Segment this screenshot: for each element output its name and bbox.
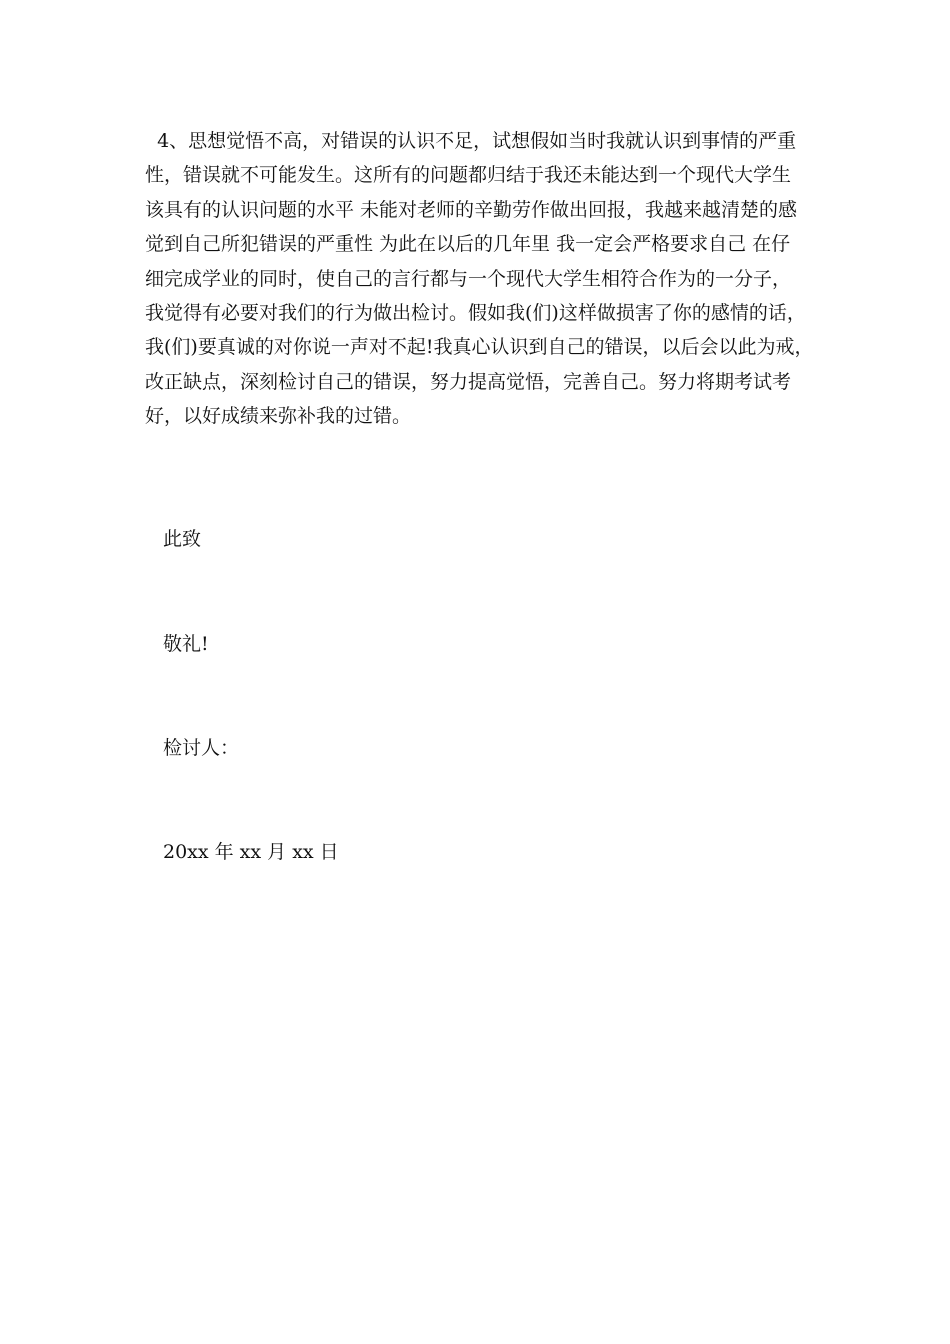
paragraph-line: 性，错误就不可能发生。这所有的问题都归结于我还未能达到一个现代大学生 bbox=[145, 164, 792, 187]
letter-date: 20xx 年 xx 月 xx 日 bbox=[163, 841, 339, 863]
paragraph-line: 4、思想觉悟不高，对错误的认识不足，试想假如当时我就认识到事情的严重 bbox=[145, 130, 797, 152]
body-paragraph bbox=[145, 124, 825, 434]
paragraph-line: 改正缺点，深刻检讨自己的错误，努力提高觉悟，完善自己。努力将期考试考 bbox=[145, 370, 792, 393]
paragraph-line: 该具有的认识问题的水平 未能对老师的辛勤劳作做出回报，我越来越清楚的感 bbox=[145, 198, 798, 221]
paragraph-line: 好，以好成绩来弥补我的过错。 bbox=[145, 405, 412, 428]
paragraph-line: 我(们)要真诚的对你说一声对不起!我真心认识到自己的错误，以后会以此为戒， bbox=[145, 336, 814, 359]
paragraph-line: 觉到自己所犯错误的严重性 为此在以后的几年里 我一定会严格要求自己 在仔 bbox=[145, 233, 791, 256]
closing-salutation: 此致 bbox=[163, 528, 202, 550]
paragraph-line: 我觉得有必要对我们的行为做出检讨。假如我(们)这样做损害了你的感情的话， bbox=[145, 301, 806, 324]
closing-regards: 敬礼! bbox=[163, 633, 209, 655]
signer-label: 检讨人： bbox=[163, 737, 240, 759]
paragraph-line: 细完成学业的同时，使自己的言行都与一个现代大学生相符合作为的一分子， bbox=[145, 267, 792, 290]
